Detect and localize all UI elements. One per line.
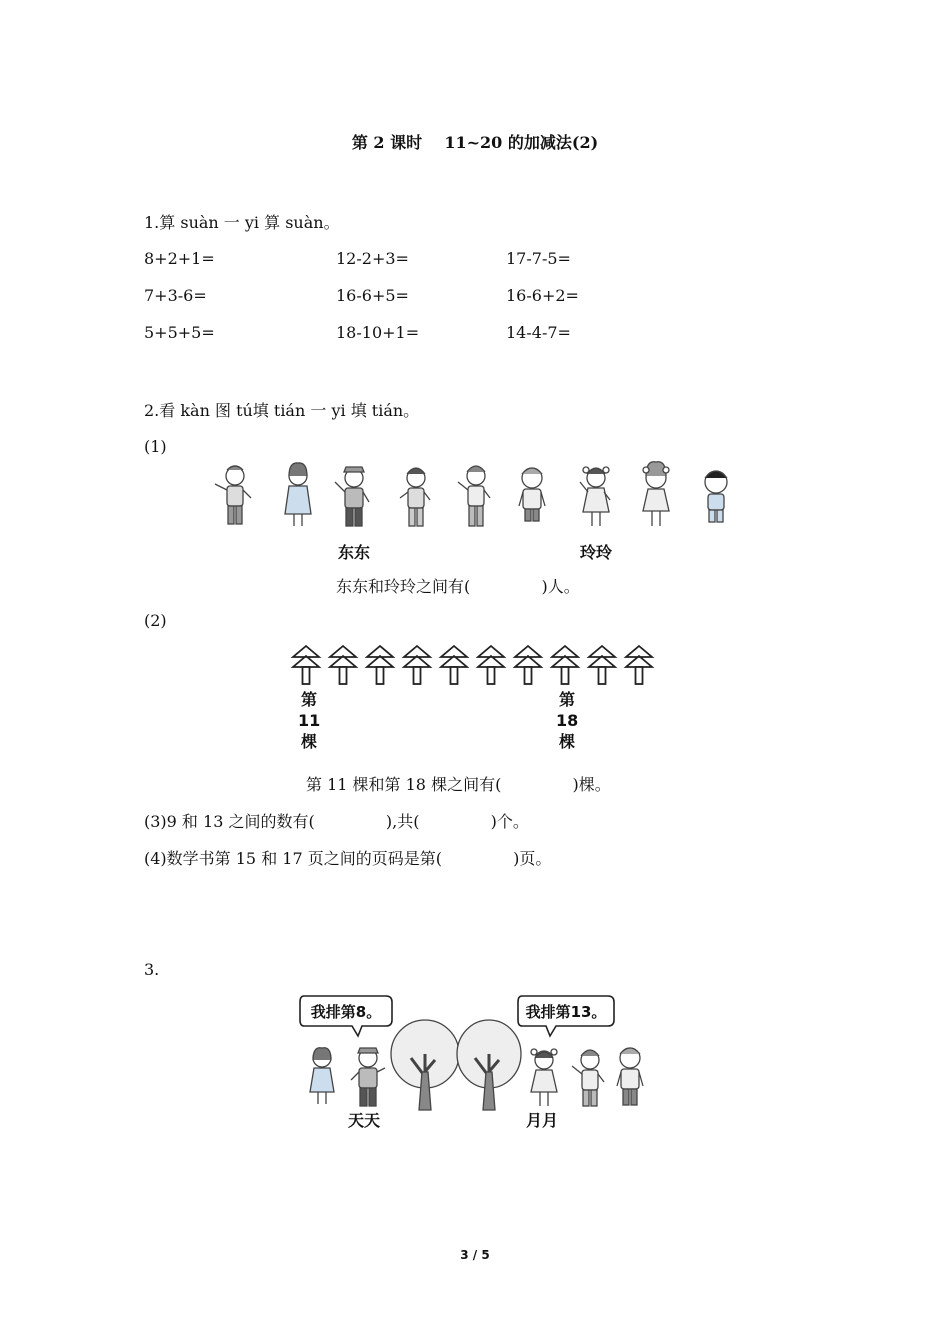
name-lingling: 玲玲 (580, 543, 613, 562)
q1-expr: 16-6+2= (506, 286, 579, 305)
tree-icon (293, 646, 319, 684)
child-figure (643, 462, 669, 526)
q1-expr: 17-7-5= (506, 249, 571, 268)
child-figure (400, 468, 430, 526)
child-figure (335, 467, 369, 526)
q1-expr: 7+3-6= (144, 286, 207, 305)
tree-icon (478, 646, 504, 684)
tree-row-illustration (292, 644, 662, 688)
queue-scene-illustration (300, 1014, 660, 1110)
children-row-illustration (210, 462, 750, 537)
name-dongdong: 东东 (338, 543, 371, 562)
q1-expr: 5+5+5= (144, 323, 215, 342)
q3-label: 3. (144, 960, 160, 979)
child-figure (705, 471, 727, 522)
speech-text-right: 我排第13。 (525, 1003, 607, 1021)
q2-part2-label: (2) (144, 611, 167, 630)
name-tiantian: 天天 (348, 1111, 381, 1130)
q1-heading: 1.算 suàn 一 yi 算 suàn。 (144, 213, 340, 232)
lesson-number: 第 2 课时 (351, 133, 423, 152)
q1-expr: 8+2+1= (144, 249, 215, 268)
lesson-topic: 11~20 的加减法(2) (444, 133, 599, 152)
child-figure (215, 466, 251, 524)
tree-icon (404, 646, 430, 684)
q2-part1-question: 东东和玲玲之间有( )人。 (336, 577, 580, 596)
q2-part3: (3)9 和 13 之间的数有( ),共( )个。 (144, 812, 529, 831)
child-figure (285, 463, 311, 526)
child-figure (519, 468, 545, 521)
q1-expr: 14-4-7= (506, 323, 571, 342)
tree-icon (626, 646, 652, 684)
page-number: 3 / 5 (460, 1248, 490, 1262)
tree-11-label: 第 11 棵 (298, 690, 321, 751)
speech-text-left: 我排第8。 (310, 1003, 382, 1021)
child-figure (580, 467, 610, 526)
tree-icon (441, 646, 467, 684)
tree-icon (367, 646, 393, 684)
q1-expr: 16-6+5= (336, 286, 409, 305)
tree-18-label: 第 18 棵 (556, 690, 579, 751)
q2-part2-question: 第 11 棵和第 18 棵之间有( )棵。 (306, 775, 611, 794)
q1-expr: 12-2+3= (336, 249, 409, 268)
page-title (0, 130, 950, 153)
child-figure (617, 1048, 643, 1105)
big-tree-icon (457, 1020, 521, 1110)
q2-heading: 2.看 kàn 图 tú填 tián 一 yi 填 tián。 (144, 401, 420, 420)
tree-icon (330, 646, 356, 684)
child-figure (572, 1050, 604, 1106)
child-figure (458, 466, 490, 526)
q2-part1-label: (1) (144, 437, 167, 456)
tree-icon (552, 646, 578, 684)
child-figure (310, 1048, 334, 1104)
child-figure (351, 1048, 385, 1106)
tree-icon (589, 646, 615, 684)
tree-icon (515, 646, 541, 684)
big-tree-icon (391, 1020, 459, 1110)
q1-expr: 18-10+1= (336, 323, 420, 342)
q2-part4: (4)数学书第 15 和 17 页之间的页码是第( )页。 (144, 849, 552, 868)
child-figure (531, 1049, 557, 1106)
name-yueyue: 月月 (526, 1111, 559, 1130)
